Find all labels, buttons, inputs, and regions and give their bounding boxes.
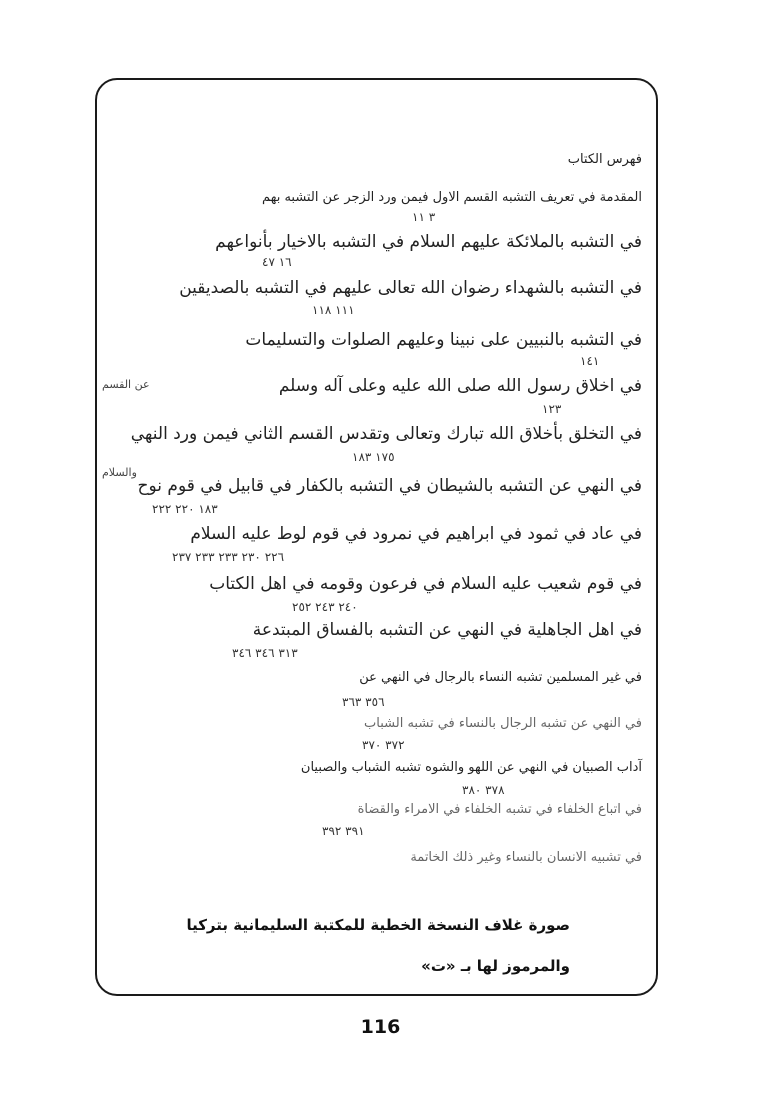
- manuscript-page-refs: ١٢٣: [542, 402, 562, 416]
- manuscript-line: في اخلاق رسول الله صلى الله عليه وعلى آله وسلم: [278, 376, 642, 396]
- manuscript-page-refs: ٣ ١١: [412, 210, 436, 224]
- manuscript-page-refs: ٢٢٦ ٢٣٠ ٢٣٣ ٢٣٣ ٢٣٧: [172, 550, 285, 564]
- manuscript-line: في اتباع الخلفاء في تشبه الخلفاء في الامراء والقضاة: [357, 802, 642, 817]
- manuscript-heading: فهرس الكتاب: [567, 152, 642, 167]
- manuscript-line: في غير المسلمين تشبه النساء بالرجال في النهي عن: [359, 670, 642, 685]
- manuscript-page-refs: ٣٧٢ ٣٧٠: [362, 738, 405, 752]
- manuscript-page-refs: ٢٤٠ ٢٤٣ ٢٥٢: [292, 600, 358, 614]
- manuscript-page-refs: ١٤١: [580, 354, 600, 368]
- manuscript-line: المقدمة في تعريف التشبه القسم الاول فيمن ورد الزجر عن التشبه بهم: [262, 190, 642, 205]
- manuscript-line: في تشبيه الانسان بالنساء وغير ذلك الخاتمة: [410, 850, 642, 865]
- manuscript-line: آداب الصبيان في النهي عن اللهو والشوه تشبه الشباب والصبيان: [300, 760, 642, 775]
- manuscript-page-refs: ١١١ ١١٨: [312, 303, 355, 317]
- manuscript-image: [102, 140, 642, 900]
- manuscript-page-refs: ٣٧٨ ٣٨٠: [462, 783, 505, 797]
- manuscript-line: في قوم شعيب عليه السلام في فرعون وقومه في اهل الكتاب: [209, 574, 642, 594]
- manuscript-page-refs: ١٧٥ ١٨٣: [352, 450, 395, 464]
- margin-note: والسلام: [102, 466, 137, 479]
- manuscript-line: في النهي عن تشبه الرجال بالنساء في تشبه الشباب: [364, 716, 642, 731]
- manuscript-line: في التشبه بالشهداء رضوان الله تعالى عليهم في التشبه بالصديقين: [179, 278, 642, 298]
- caption-line-2: والمرموز لها بـ «ت»: [421, 957, 570, 975]
- manuscript-line: في التخلق بأخلاق الله تبارك وتعالى وتقدس القسم الثاني فيمن ورد النهي: [130, 424, 642, 444]
- margin-note: عن القسم: [102, 378, 150, 391]
- manuscript-page-refs: ٣٥٦ ٣٦٣: [342, 695, 385, 709]
- page-number: 116: [360, 1016, 401, 1038]
- manuscript-line: في التشبه بالملائكة عليهم السلام في التشبه بالاخيار بأنواعهم: [215, 232, 642, 252]
- manuscript-line: في النهي عن التشبه بالشيطان في التشبه بالكفار في قابيل في قوم نوح: [137, 476, 642, 496]
- manuscript-page-refs: ٣٩١ ٣٩٢: [322, 824, 365, 838]
- manuscript-line: في التشبه بالنبيين على نبينا وعليهم الصلوات والتسليمات: [245, 330, 642, 350]
- manuscript-page-refs: ١٦ ٤٧: [262, 255, 292, 269]
- manuscript-page-refs: ١٨٣ ٢٢٠ ٢٢٢: [152, 502, 218, 516]
- caption-line-1: صورة غلاف النسخة الخطية للمكتبة السليمانية بتركيا: [186, 916, 570, 934]
- manuscript-line: في عاد في ثمود في ابراهيم في نمرود في قوم لوط عليه السلام: [190, 524, 642, 544]
- manuscript-line: في اهل الجاهلية في النهي عن التشبه بالفساق المبتدعة: [252, 620, 642, 640]
- manuscript-page-refs: ٣١٣ ٣٤٦ ٣٤٦: [232, 646, 298, 660]
